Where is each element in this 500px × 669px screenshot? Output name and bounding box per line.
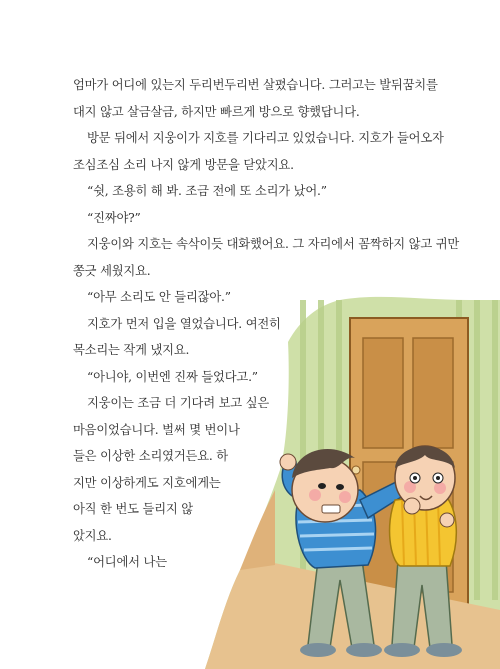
story-line: “아니야, 이번엔 진짜 들었다고.” [87, 370, 258, 384]
side-wall [240, 490, 275, 570]
story-line: 지호가 먼저 입을 열었습니다. 여전히 [87, 317, 281, 331]
story-line: 대지 않고 살금살금, 하지만 빠르게 방으로 향했답니다. [73, 105, 360, 119]
story-line: 았지요. [73, 529, 112, 543]
story-line: 목소리는 작게 냈지요. [73, 343, 190, 357]
story-line: “어디에서 나는 [87, 555, 167, 569]
story-line: 마음이었습니다. 벌써 몇 번이나 [73, 423, 240, 437]
story-line: “아무 소리도 안 들리잖아.” [87, 290, 231, 304]
story-line: 아직 한 번도 들리지 않 [73, 502, 193, 516]
story-line: 들은 이상한 소리였거든요. 하 [73, 449, 228, 463]
story-line: 지웅이와 지호는 속삭이듯 대화했어요. 그 자리에서 꼼짝하지 않고 귀만 [87, 237, 460, 251]
story-line: “쉿, 조용히 해 봐. 조금 전에 또 소리가 났어.” [87, 184, 327, 198]
story-line: 엄마가 어디에 있는지 두리번두리번 살폈습니다. 그러고는 발뒤꿈치를 [73, 78, 438, 92]
story-line: 쫑긋 세웠지요. [73, 264, 151, 278]
story-line: 지만 이상하게도 지호에게는 [73, 476, 221, 490]
story-line: 지웅이는 조금 더 기다려 보고 싶은 [87, 396, 270, 410]
story-line: “진짜야?” [87, 211, 141, 225]
story-line: 방문 뒤에서 지웅이가 지호를 기다리고 있었습니다. 지호가 들어오자 [87, 131, 444, 145]
story-line: 조심조심 소리 나지 않게 방문을 닫았지요. [73, 158, 294, 172]
